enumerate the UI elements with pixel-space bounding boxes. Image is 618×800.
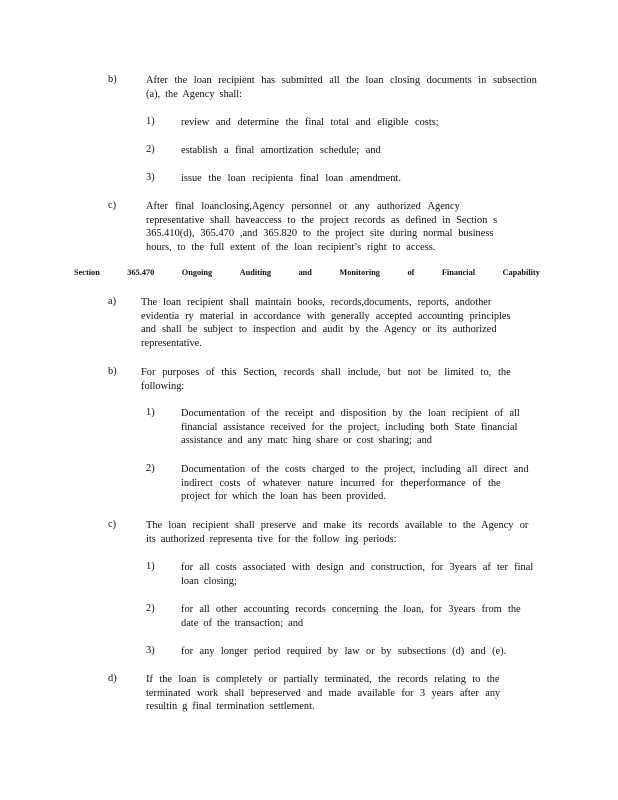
paragraph-label: d)	[108, 673, 117, 684]
text-line: and shall be subject to inspection and audit by the Agency or its authorized	[141, 324, 497, 336]
text-line: resultin g final termination settlement.	[146, 701, 315, 713]
text-line: 365.410(d), 365.470 ,and 365.820 to the project site during normal business	[146, 228, 494, 240]
item-text-line: for all other accounting records concerning the loan, for 3years from the	[181, 604, 521, 615]
item-text: establish a final amortization schedule; and	[181, 145, 381, 156]
text-line: evidentia ry material in accordance with generally accepted accounting principles	[141, 310, 511, 322]
item-text-line: for all costs associated with design and construction, for 3years af ter final	[181, 562, 534, 573]
heading-word: Auditing	[239, 268, 272, 277]
text-line: following:	[141, 380, 185, 392]
item-number: 2)	[146, 603, 155, 614]
item-number: 1)	[146, 116, 155, 127]
text-line: The loan recipient shall maintain books, records,documents, reports, andother	[141, 297, 492, 308]
item-text-line: project for which the loan has been provided.	[181, 491, 386, 503]
text-line: representative.	[141, 337, 202, 349]
item-text-line: Documentation of the receipt and disposition by the loan recipient of all	[181, 408, 520, 419]
text-line: terminated work shall bepreserved and made available for 3 years after any	[146, 687, 501, 699]
paragraph-label: b)	[108, 74, 117, 85]
heading-word: 365.470	[127, 268, 155, 277]
paragraph-label: b)	[108, 366, 117, 377]
item-number: 1)	[146, 407, 155, 418]
text-line: For purposes of this Section, records shall include, but not be limited to, the	[141, 367, 511, 378]
item-text-line: indirect costs of whatever nature incurred for theperformance of the	[181, 477, 501, 489]
item-number: 2)	[146, 463, 155, 474]
item-text-line: for any longer period required by law or by subsections (d) and (e).	[181, 646, 507, 657]
text-line: If the loan is completely or partially terminated, the records relating to the	[146, 674, 500, 685]
item-number: 3)	[146, 172, 155, 183]
text-line: representative shall haveaccess to the project records as defined in Section s	[146, 214, 498, 226]
paragraph-label: c)	[108, 200, 117, 211]
item-text-line: loan closing;	[181, 575, 237, 587]
paragraph-label: a)	[108, 296, 117, 307]
text-line: hours, to the full extent of the loan recipient’s right to access.	[146, 241, 436, 253]
item-number: 3)	[146, 645, 155, 656]
text-line: After final loanclosing,Agency personnel or any authorized Agency	[146, 201, 460, 212]
item-text-line: date of the transaction; and	[181, 617, 304, 629]
section-heading	[74, 268, 540, 277]
heading-word: Section	[74, 268, 100, 277]
item-text-line: Documentation of the costs charged to the project, including all direct and	[181, 464, 529, 475]
heading-word: Financial	[441, 268, 476, 277]
item-number: 2)	[146, 144, 155, 155]
item-text-line: assistance and any matc hing share or cost sharing; and	[181, 435, 432, 447]
item-text: review and determine the final total and eligible costs;	[181, 117, 439, 128]
heading-word: and	[298, 268, 312, 277]
item-number: 1)	[146, 561, 155, 572]
item-text: issue the loan recipienta final loan amendment.	[181, 173, 401, 184]
heading-word: Capability	[502, 268, 540, 277]
text-line: (a), the Agency shall:	[146, 88, 243, 100]
text-line: The loan recipient shall preserve and make its records available to the Agency or	[146, 520, 529, 531]
heading-word: Monitoring	[339, 268, 380, 277]
item-text-line: financial assistance received for the project, including both State financial	[181, 421, 518, 433]
heading-word: of	[407, 268, 415, 277]
text-line: its authorized representa tive for the follow ing periods:	[146, 533, 397, 545]
paragraph-label: c)	[108, 519, 117, 530]
text-line: After the loan recipient has submitted all the loan closing documents in subsection	[146, 75, 537, 86]
heading-word: Ongoing	[181, 268, 213, 277]
